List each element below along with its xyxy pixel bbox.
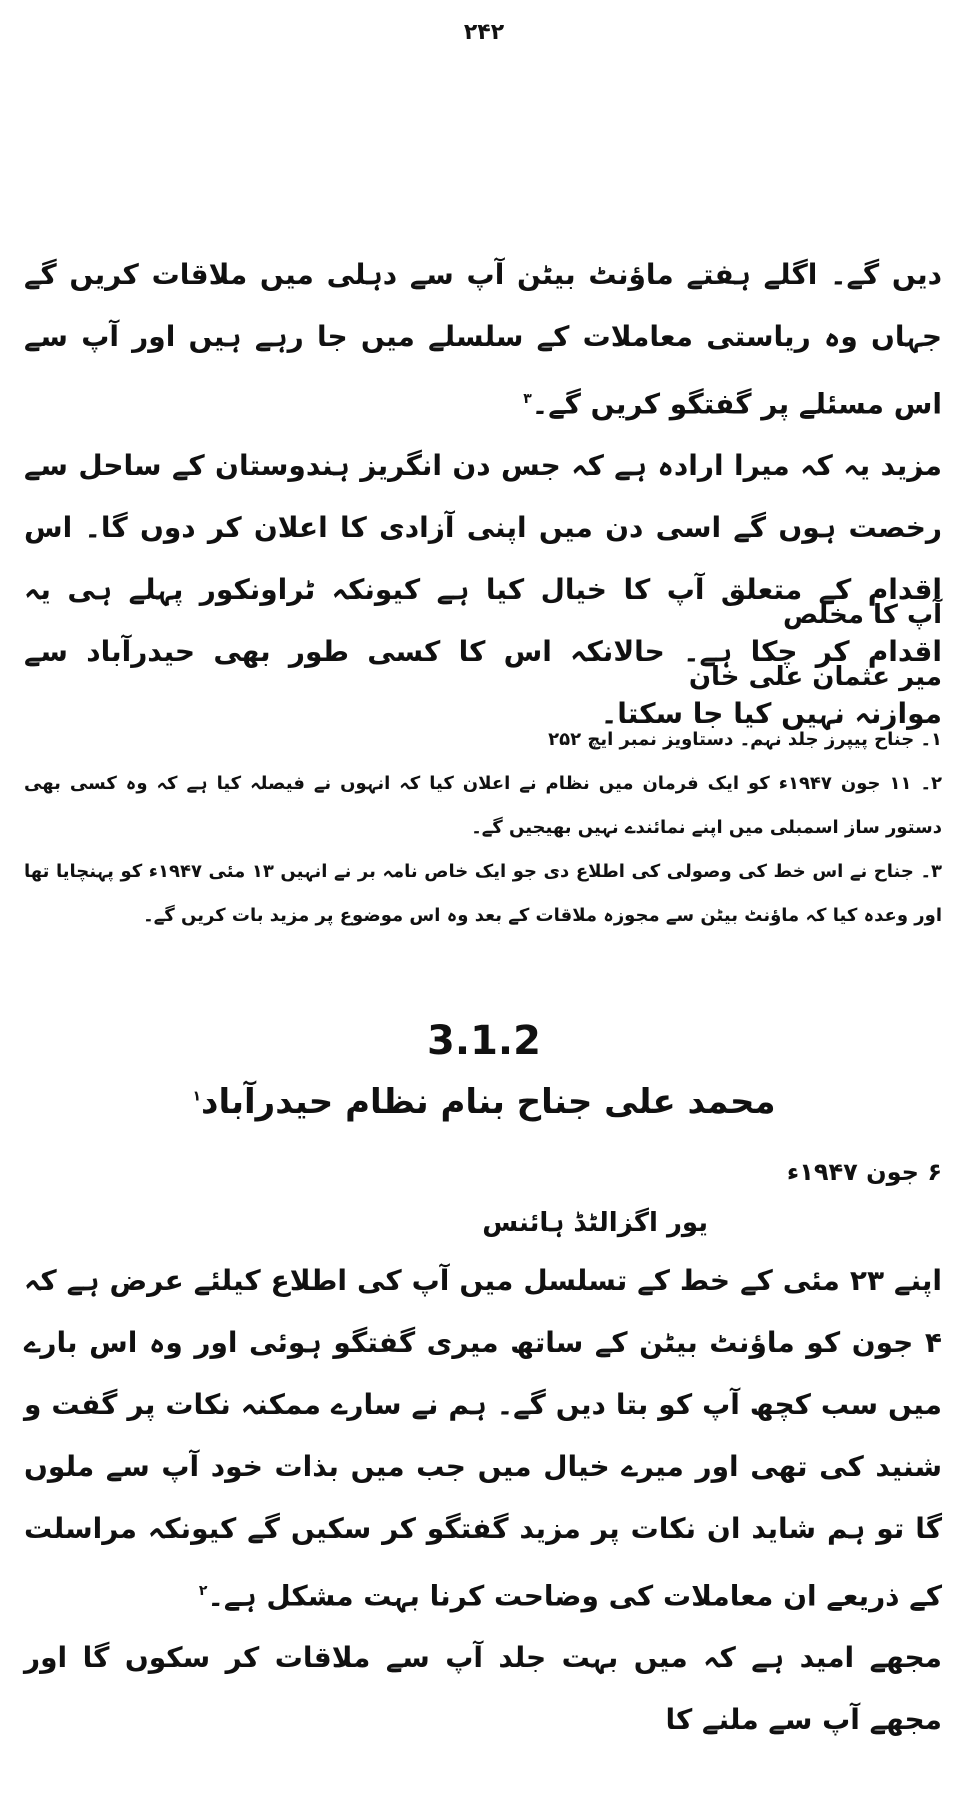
footnote-3: ۳۔ جناح نے اس خط کی وصولی کی اطلاع دی جو ایک خاص نامہ بر نے انہیں ۱۳ مئی ۱۹۴۷ء کو پہنچایا تھا اور وعدہ کیا کہ ماؤنٹ بیٹن سے مجوزہ ملاقات کے بعد وہ اس موضوع پر مزید بات کریں گے۔ [24, 861, 942, 926]
section-title-text: محمد علی جناح بنام نظام حیدرآباد [201, 1082, 776, 1122]
letter-paragraph-1 [24, 244, 942, 435]
letter-paragraph-1-text: دیں گے۔ اگلے ہفتے ماؤنٹ بیٹن آپ سے دہلی میں ملاقات کریں گے جہاں وہ ریاستی معاملات کے سلسلے میں جا رہے ہیں اور آپ سے اس مسئلے پر گفتگو کریں گے۔ [24, 258, 942, 421]
footnote-2: ۲۔ ۱۱ جون ۱۹۴۷ء کو ایک فرمان میں نظام نے اعلان کیا کہ انہوں نے فیصلہ کیا ہے کہ وہ کسی بھی دستور ساز اسمبلی میں اپنے نمائندے نہیں بھیجیں گے۔ [24, 773, 942, 838]
section-paragraph-1-text: اپنے ۲۳ مئی کے خط کے تسلسل میں آپ کی اطلاع کیلئے عرض ہے کہ ۴ جون کو ماؤنٹ بیٹن کے ساتھ میری گفتگو ہوئی اور وہ اس بارے میں سب کچھ آپ کو بتا دیں گے۔ ہم نے سارے ممکنہ نکات پر گفت و شنید کی تھی اور میرے خیال میں جب میں بذات خود آپ سے ملوں گا تو ہم شاید ان نکات پر مزید گفتگو کر سکیں گے کیونکہ مراسلت کے ذریعے ان معاملات کی وضاحت کرنا بہت مشکل ہے۔ [24, 1264, 942, 1613]
footnote-ref-2: ۲ [198, 1583, 208, 1599]
footnote-ref-3: ۳ [523, 391, 532, 407]
section-title-footnote-ref: ۱ [192, 1088, 202, 1105]
letter-closing: آپ کا مخلص [783, 600, 942, 630]
letter-salutation: یور اگزالٹڈ ہائنس [482, 1208, 708, 1238]
section-title [0, 1082, 968, 1122]
footnotes [24, 718, 942, 938]
letter-date: ۶ جون ۱۹۴۷ء [786, 1158, 942, 1186]
section-body [24, 1250, 942, 1751]
letter-paragraph-2: مزید یہ کہ میرا ارادہ ہے کہ جس دن انگریز ہندوستان کے ساحل سے رخصت ہوں گے اسی دن میں اپنی آزادی کا اعلان کر دوں گا۔ اس اقدام کے متعلق آپ کا خیال کیا ہے کیونکہ ٹراونکور پہلے ہی یہ اقدام کر چکا ہے۔ حالانکہ اس کا کسی طور بھی حیدرآباد سے موازنہ نہیں کیا جا سکتا۔ [24, 449, 943, 731]
section-paragraph-1 [24, 1250, 942, 1627]
section-number: 3.1.2 [427, 1018, 541, 1064]
page-number: ۲۴۲ [463, 20, 505, 45]
letter-signature: میر عثمان علی خان [688, 662, 942, 692]
section-paragraph-2: مجھے امید ہے کہ میں بہت جلد آپ سے ملاقات کر سکوں گا اور مجھے آپ سے ملنے کا [24, 1641, 942, 1737]
footnote-1: ۱۔ جناح پیپرز جلد نہم۔ دستاویز نمبر ایچ ۲۵۲ [548, 729, 942, 750]
